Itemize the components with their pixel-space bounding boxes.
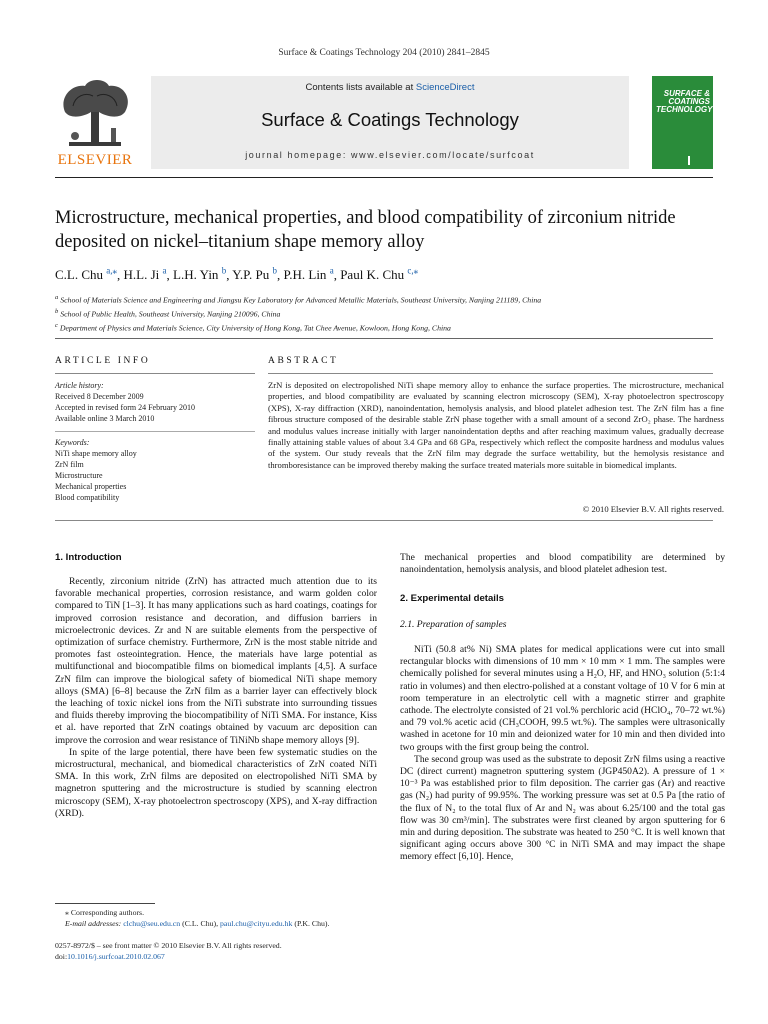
header-rule	[55, 177, 713, 178]
sciencedirect-link[interactable]: ScienceDirect	[415, 82, 475, 93]
abstract-text: ZrN is deposited on electropolished NiTi shape memory alloy to enhance the surface properties. The microstructure, mechanical properties, and blood compatibility are evaluated by scanning electron microscopy (SEM), X-ray photoelectron spectroscopy (XPS), X-ray diffraction (XRD), nanoindentation, hemolysis analysis, and blood platelet adhesion test. The ZrN film has a fine fibrous structure composed of the desirable stable ZrN phase together with a small amount of a second ZrO₂ phase. The hardness and modulus values increase initially with larger nanoindentation depths and after reaching maximum values, gradually decrease finally attaining stable values of about 3.4 GPa and 68 GPa, respectively which reflect the composite hardness and modulus values of the system. Our study reveals that the ZrN film may degrade the surface wettability, but the hemolysis resistance and thromboresistance can be improved thereby making the surface treated materials more suitable in biomedical implants.	[268, 380, 724, 470]
divider	[55, 431, 255, 432]
paragraph: Recently, zirconium nitride (ZrN) has attracted much attention due to its favorable mechanical properties, corrosion resistance, and warm golden color compared to TiN [1–3]. It has many applications such as hard coatings, coatings for improved corrosion resistance and decoration, and diffusion barriers in microelectronic devices. Zr and N are suitable elements from the perspective of optimization of surface chemistry. Furthermore, ZrN is the most stable nitride and promotes fast osteointegration. Hence, the materials have large potential as multifunctional and biocompatible films on biomedical implants [4,5]. A surface ZrN film can improve the biological safety of biomedical NiTi shape memory alloys (SMA) [6–8] because the ZrN film as a barrier layer can effectively block the leaching of toxic nickel ions from the NiTi substrate into surrounding tissues and fluids thereby improving the biocompatibility of NiTi SMA. For instance, Kiss et al. have reported that ZrN coatings obtained by vacuum arc deposition can improve the corrosion and wear resistance of TiNiNb shape memory alloys [9].	[55, 576, 377, 746]
paragraph: The second group was used as the substrate to deposit ZrN films using a reactive DC (direct current) magnetron sputtering system (JGP450A2). A pressure of 1 × 10⁻³ Pa was established prior to film deposition. The carrier gas (Ar) and reactive gas (N₂) had purity of 99.95%. The working pressure was set at 0.5 Pa [the ratio of the flux of N₂ to the total flux of Ar and N₂ was about 6.25/100 and the total gas flow was 30 cm³/min]. The substrates were first cleaned by argon sputtering for 6 min and during deposition. The substrate was heated to 250 °C. It is well known that significant aging occurs above 300 °C in NiTi SMA and may impact the shape memory effect [6,10]. Hence,	[400, 753, 725, 863]
right-column	[400, 644, 725, 864]
affiliation-list	[55, 292, 725, 334]
author[interactable]: H.L. Ji $^a$	[123, 266, 167, 283]
subsection-heading-preparation: 2.1. Preparation of samples	[400, 619, 507, 630]
keyword: Microstructure	[55, 471, 103, 480]
divider	[55, 520, 713, 521]
journal-title: Surface & Coatings Technology	[261, 109, 519, 130]
email-line: E-mail addresses: clchu@seu.edu.cn (C.L. Chu), paul.chu@cityu.edu.hk (P.K. Chu).	[65, 919, 330, 928]
running-head: Surface & Coatings Technology 204 (2010) 2841–2845	[278, 48, 490, 58]
author-list: C.L. Chu $^{a,⁎}$, H.L. Ji $^a$, L.H. Yin $^b$, Y.P. Pu $^b$, P.H. Lin $^a$, Paul K. Chu $^{c,⁎}$	[55, 266, 419, 283]
divider	[55, 373, 255, 374]
article-info-heading: ARTICLE INFO	[55, 356, 151, 366]
paragraph: In spite of the large potential, there have been few systematic studies on the microstructural, mechanical, and biomedical characteristics of ZrN coated NiTi SMA. In this work, ZrN films are deposited on electropolished NiTi SMA by magnetron sputtering and the microstructure is studied by scanning electron microscopy (SEM), X-ray photoelectron spectroscopy (XPS), and X-ray diffraction (XRD).	[55, 746, 377, 819]
history-label: Article history:	[55, 381, 104, 390]
author[interactable]: L.H. Yin $^b$	[173, 266, 227, 283]
footnote-rule	[55, 903, 155, 904]
email-link[interactable]: clchu@seu.edu.cn	[123, 919, 181, 928]
elsevier-logo[interactable]	[55, 76, 135, 169]
doi-link[interactable]: 10.1016/j.surfcoat.2010.02.067	[67, 952, 165, 961]
affiliation: $^c$ Department of Physics and Materials Science, City University of Hong Kong, Tat Chee Avenue, Kowloon, Hong Kong, China	[55, 322, 451, 333]
keyword: NiTi shape memory alloy	[55, 449, 137, 458]
front-matter	[55, 940, 385, 962]
author[interactable]: Paul K. Chu $^{c,⁎}$	[340, 266, 419, 283]
footnote	[55, 907, 385, 929]
author[interactable]: Y.P. Pu $^b$	[232, 266, 277, 283]
doi-line: doi:10.1016/j.surfcoat.2010.02.067	[55, 952, 165, 961]
author[interactable]: C.L. Chu $^{a,⁎}$	[55, 266, 118, 283]
cover-graphic-icon	[652, 128, 713, 169]
left-column	[55, 576, 377, 820]
author[interactable]: P.H. Lin $^a$	[283, 266, 334, 283]
email-link[interactable]: paul.chu@cityu.edu.hk	[220, 919, 293, 928]
issn-line: 0257-8972/$ – see front matter © 2010 Elsevier B.V. All rights reserved.	[55, 941, 282, 950]
elsevier-tree-icon	[55, 76, 135, 152]
article-history	[55, 380, 255, 424]
abstract-heading: ABSTRACT	[268, 356, 339, 366]
article-title: Microstructure, mechanical properties, and blood compatibility of zirconium nitride deposited on nickel–titanium shape memory alloy	[55, 208, 676, 252]
journal-banner	[151, 76, 629, 169]
keywords-label: Keywords:	[55, 438, 90, 447]
section-heading-introduction: 1. Introduction	[55, 552, 122, 563]
keyword: ZrN film	[55, 460, 84, 469]
divider	[55, 338, 713, 339]
history-item: Available online 3 March 2010	[55, 414, 155, 423]
paragraph: NiTi (50.8 at% Ni) SMA plates for medical applications were cut into small rectangular blocks with dimensions of 10 mm × 10 mm × 1 mm. The samples were chemically polished for several minutes using a H₂O, HF, and HNO₃ solution (5:1:4 ratio in volumes) and then electro-polished at a constant voltage of 10 V for 6 min at room temperature in an electrolytic cell with a magnetic stirrer and graphite cathode. The electrolyte consisted of 21 vol.% perchloric acid (HClO₄, 70–72 wt.%) and 79 vol.% acetic acid (CH₃COOH, 99.5 wt.%). The samples were ultrasonically washed in acetone for 10 min and deionized water for 10 min and then divided into two groups with the first group being the control.	[400, 644, 725, 753]
divider	[268, 373, 713, 374]
history-item: Accepted in revised form 24 February 2010	[55, 403, 195, 412]
section-heading-experimental: 2. Experimental details	[400, 593, 504, 604]
journal-masthead	[55, 76, 713, 169]
publisher-name: ELSEVIER	[57, 152, 133, 168]
affiliation: $^b$ School of Public Health, Southeast University, Nanjing 210096, China	[55, 308, 281, 319]
cover-title: SURFACE & COATINGS TECHNOLOGY	[656, 89, 713, 114]
affiliation: $^a$ School of Materials Science and Engineering and Jiangsu Key Laboratory for Advanced Metallic Materials, Southeast University, Nanjing 211189, China	[55, 294, 542, 305]
keyword: Mechanical properties	[55, 482, 127, 491]
right-column-top	[400, 552, 725, 576]
corresponding-note: ⁎ Corresponding authors.	[65, 908, 145, 917]
contents-line	[151, 82, 629, 93]
paragraph: The mechanical properties and blood compatibility are determined by nanoindentation, hemolysis analysis, and blood platelet adhesion test.	[400, 552, 725, 576]
copyright-notice: © 2010 Elsevier B.V. All rights reserved.	[582, 504, 724, 514]
keywords-list	[55, 437, 255, 503]
contents-prefix: Contents lists available at	[305, 82, 416, 93]
keyword: Blood compatibility	[55, 493, 120, 502]
journal-homepage-link[interactable]: journal homepage: www.elsevier.com/locate/surfcoat	[245, 150, 535, 160]
history-item: Received 8 December 2009	[55, 392, 144, 401]
journal-cover-thumbnail[interactable]	[652, 76, 713, 169]
